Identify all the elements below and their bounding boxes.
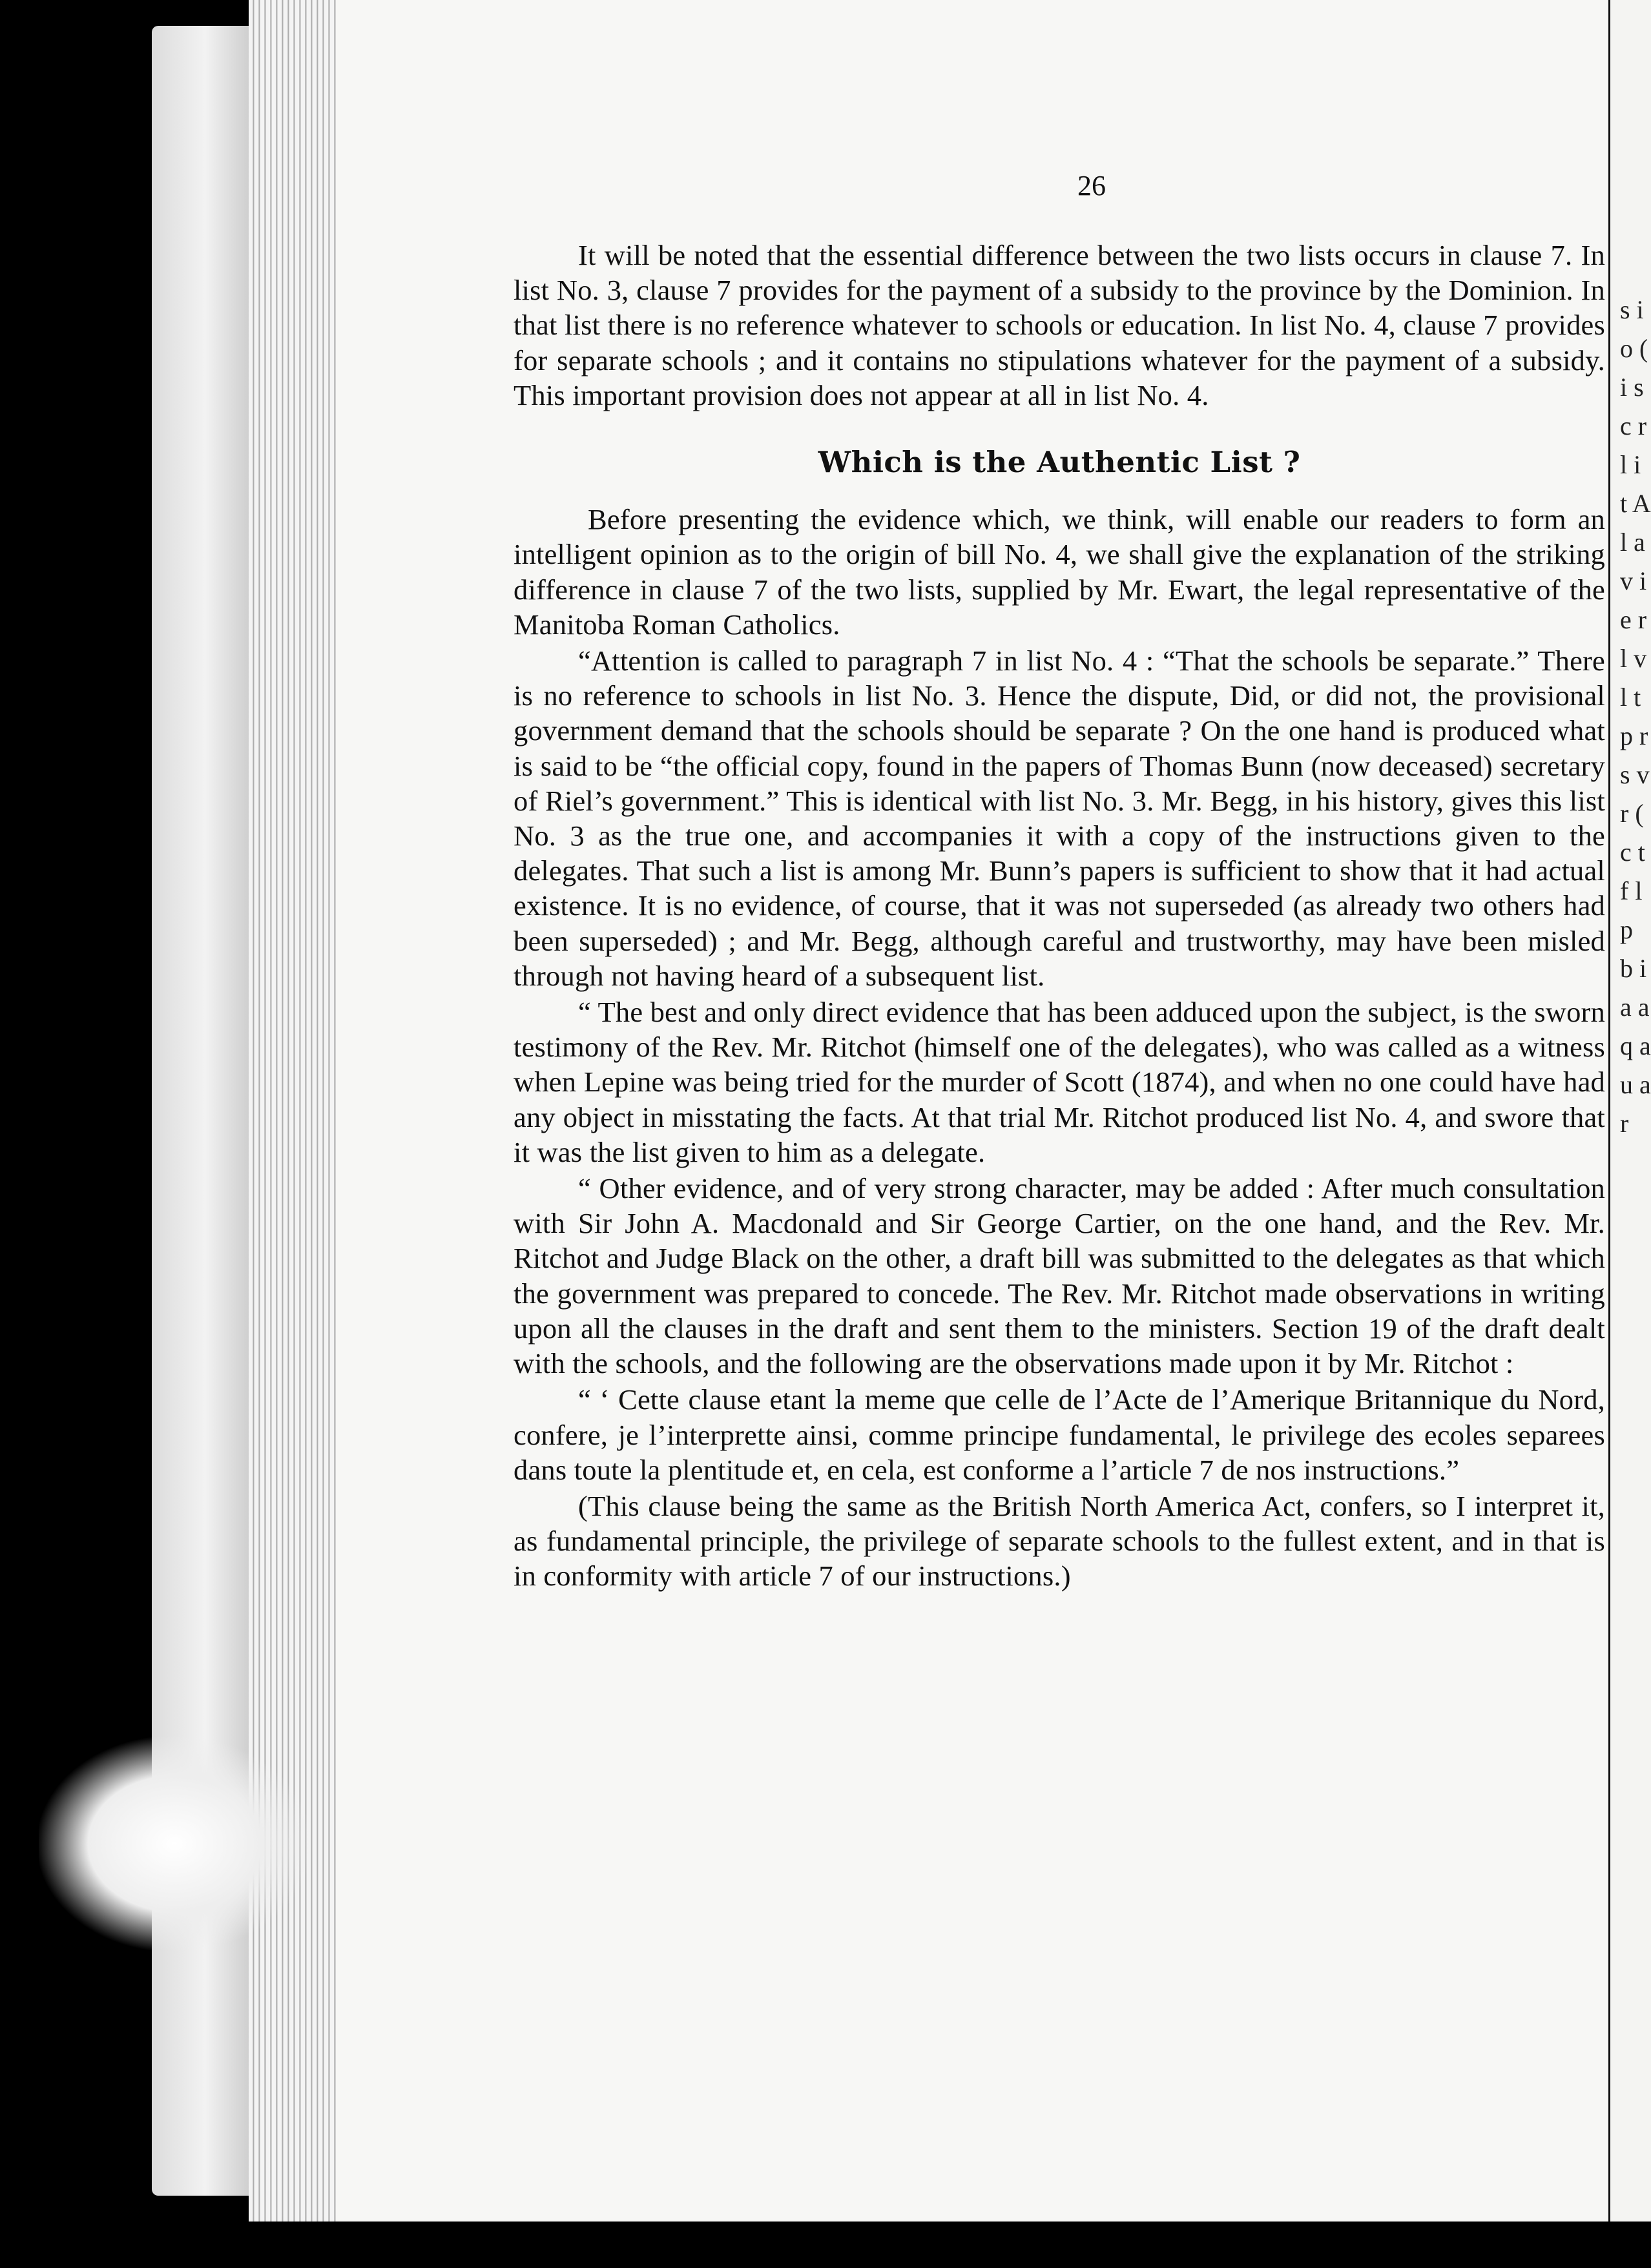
adjacent-page-text-fragment: s i o ( i s c r l i t A l a v i e r l v l t p r s v r ( c t f l p b i a a q a u a r xyxy=(1620,295,1651,1138)
page-number: 26 xyxy=(1077,170,1106,201)
paper-stain xyxy=(39,1737,310,1950)
paragraph-intro-evidence: Before presenting the evidence which, we think, will enable our readers to form an intelligent opinion as to the origin of bill No. 4, we shall give the explanation of the striking difference in clause 7 of the two lists, supplied by Mr. Ewart, the legal representative of the Manitoba Roman Catholics. xyxy=(514,503,1605,641)
paragraph-ritchot-testimony: “ The best and only direct evidence that has been adduced upon the subject, is the sworn testimony of the Rev. Mr. Ritchot (himself one of the delegates), who was called as a witness when Lepine was being tried for the murder of Scott (1874), and when no one could have had any object in misstating the facts. At that trial Mr. Ritchot produced list No. 4, and swore that it was the list given to him as a delegate. xyxy=(514,996,1605,1168)
paragraph-clause-difference: It will be noted that the essential difference between the two lists occurs in clause 7. In list No. 3, clause 7 provides for the payment of a subsidy to the province by the Dominion. In that list there is no reference whatever to schools or education. In list No. 4, clause 7 provides for separate schools ; and it contains no stipulations whatever for the payment of a subsidy. This important provision does not appear at all in list No. 4. xyxy=(514,239,1605,411)
section-heading: Which is the Authentic List ? xyxy=(818,445,1301,480)
paragraph-french-quote: “ ‘ Cette clause etant la meme que celle de l’Acte de l’Amerique Britannique du Nord, confere, je l’interprette ainsi, comme principe fundamental, le privilege des ecoles separees dans toute la plentitude et, en cela, est conforme a l’article 7 de nos instructions.” xyxy=(514,1383,1605,1486)
page-body xyxy=(514,238,1605,1594)
scan-bottom-border xyxy=(0,2222,1651,2268)
paragraph-other-evidence: “ Other evidence, and of very strong character, may be added : After much consultation with Sir John A. Macdonald and Sir George Cartier, on the one hand, and the Rev. Mr. Ritchot and Judge Black on the other, a draft bill was submitted to the delegates as that which the government was prepared to concede. The Rev. Mr. Ritchot made observations in writing upon all the clauses in the draft and sent them to the ministers. Section 19 of the draft dealt with the schools, and the following are the observations made upon it by Mr. Ritchot : xyxy=(514,1172,1605,1380)
paragraph-attention-clause: “Attention is called to paragraph 7 in list No. 4 : “That the schools be separate.” There is no reference to schools in list No. 3. Hence the dispute, Did, or did not, the provisional government demand that the schools should be separate ? On the one hand is produced what is said to be “the official copy, found in the papers of Thomas Bunn (now deceased) secretary of Riel’s government.” This is identical with list No. 3. Mr. Begg, in his history, gives this list No. 3 as the true one, and accompanies it with a copy of the instructions given to the delegates. That such a list is among Mr. Bunn’s papers is sufficient to show that it had actual existence. It is no evidence, of course, that it was not superseded (as already two others had been superseded) ; and Mr. Begg, although careful and trustworthy, may have been misled through not having heard of a subsequent list. xyxy=(514,644,1605,992)
paragraph-english-translation: (This clause being the same as the British North America Act, confers, so I interpret it, as fundamental principle, the privilege of separate schools to the fullest extent, and in that is in conformity with article 7 of our instructions.) xyxy=(514,1489,1605,1593)
